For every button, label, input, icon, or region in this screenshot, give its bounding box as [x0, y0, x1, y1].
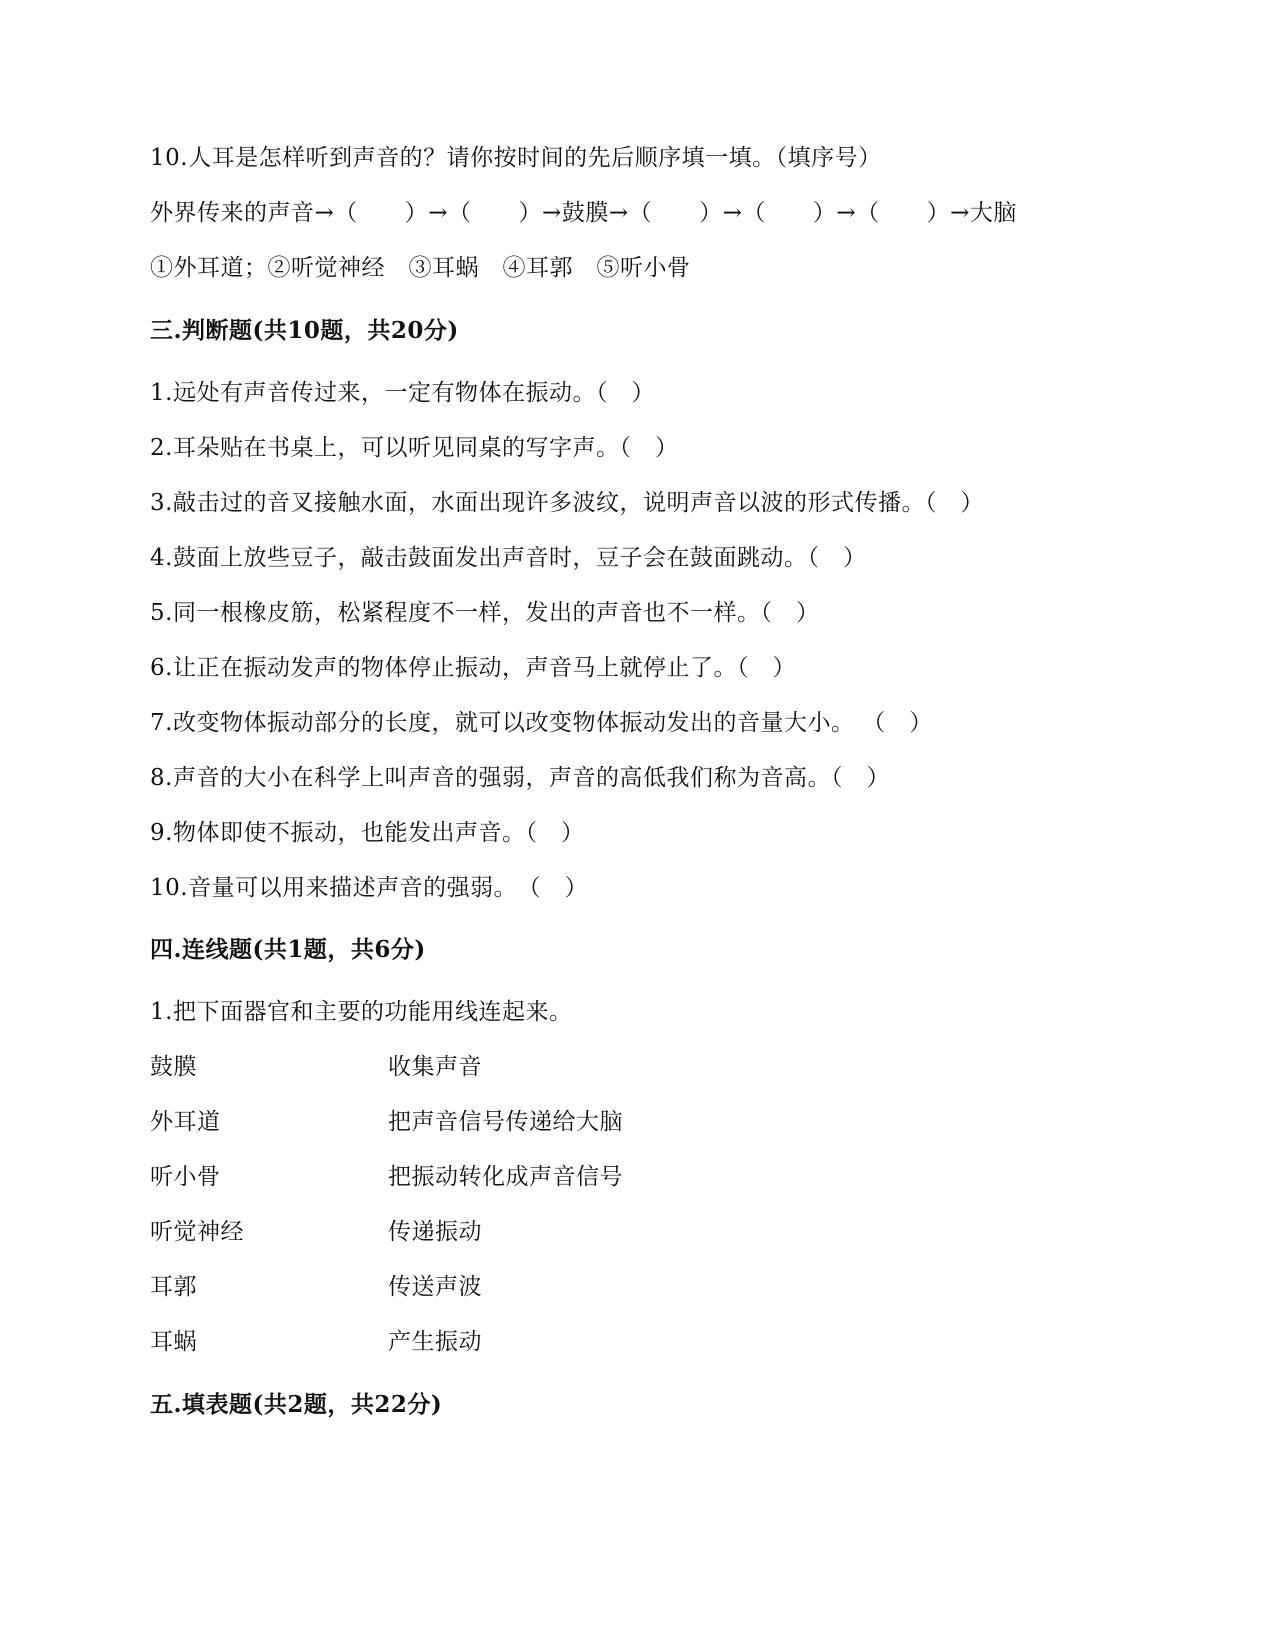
matching-right-6: 产生振动: [388, 1329, 482, 1355]
matching-left-6: 耳蜗: [150, 1329, 197, 1355]
judgement-item-10: 10.音量可以用来描述声音的强弱。 （ ）: [150, 875, 589, 901]
question-10-options: ①外耳道；②听觉神经 ③耳蜗 ④耳郭 ⑤听小骨: [150, 255, 691, 281]
matching-right-3: 把振动转化成声音信号: [388, 1164, 623, 1190]
question-10-text: 10.人耳是怎样听到声音的？请你按时间的先后顺序填一填。（填序号）: [150, 145, 882, 171]
section-4-title: 四.连线题(共1题，共6分): [150, 936, 426, 963]
judgement-item-4: 4.鼓面上放些豆子，敲击鼓面发出声音时，豆子会在鼓面跳动。（ ）: [150, 545, 867, 571]
matching-left-3: 听小骨: [150, 1164, 221, 1190]
question-10-sequence: 外界传来的声音→（ ）→（ ）→鼓膜→（ ）→（ ）→（ ）→大脑: [150, 200, 1017, 226]
matching-left-2: 外耳道: [150, 1109, 221, 1135]
matching-right-2: 把声音信号传递给大脑: [388, 1109, 623, 1135]
judgement-item-1: 1.远处有声音传过来，一定有物体在振动。（ ）: [150, 380, 655, 406]
judgement-item-3: 3.敲击过的音叉接触水面，水面出现许多波纹，说明声音以波的形式传播。（ ）: [150, 490, 984, 516]
section-5-title: 五.填表题(共2题，共22分): [150, 1391, 443, 1418]
judgement-item-6: 6.让正在振动发声的物体停止振动，声音马上就停止了。（ ）: [150, 655, 796, 681]
judgement-item-2: 2.耳朵贴在书桌上，可以听见同桌的写字声。（ ）: [150, 435, 679, 461]
matching-left-5: 耳郭: [150, 1274, 197, 1300]
judgement-item-8: 8.声音的大小在科学上叫声音的强弱，声音的高低我们称为音高。（ ）: [150, 765, 890, 791]
judgement-item-5: 5.同一根橡皮筋，松紧程度不一样，发出的声音也不一样。（ ）: [150, 600, 820, 626]
matching-question: 1.把下面器官和主要的功能用线连起来。: [150, 999, 573, 1025]
judgement-item-9: 9.物体即使不振动，也能发出声音。（ ）: [150, 820, 585, 846]
matching-right-5: 传送声波: [388, 1274, 482, 1300]
matching-left-4: 听觉神经: [150, 1219, 244, 1245]
matching-left-1: 鼓膜: [150, 1054, 197, 1080]
matching-right-1: 收集声音: [388, 1054, 482, 1080]
section-3-title: 三.判断题(共10题，共20分): [150, 317, 459, 344]
matching-right-4: 传递振动: [388, 1219, 482, 1245]
judgement-item-7: 7.改变物体振动部分的长度，就可以改变物体振动发出的音量大小。 （ ）: [150, 710, 933, 736]
